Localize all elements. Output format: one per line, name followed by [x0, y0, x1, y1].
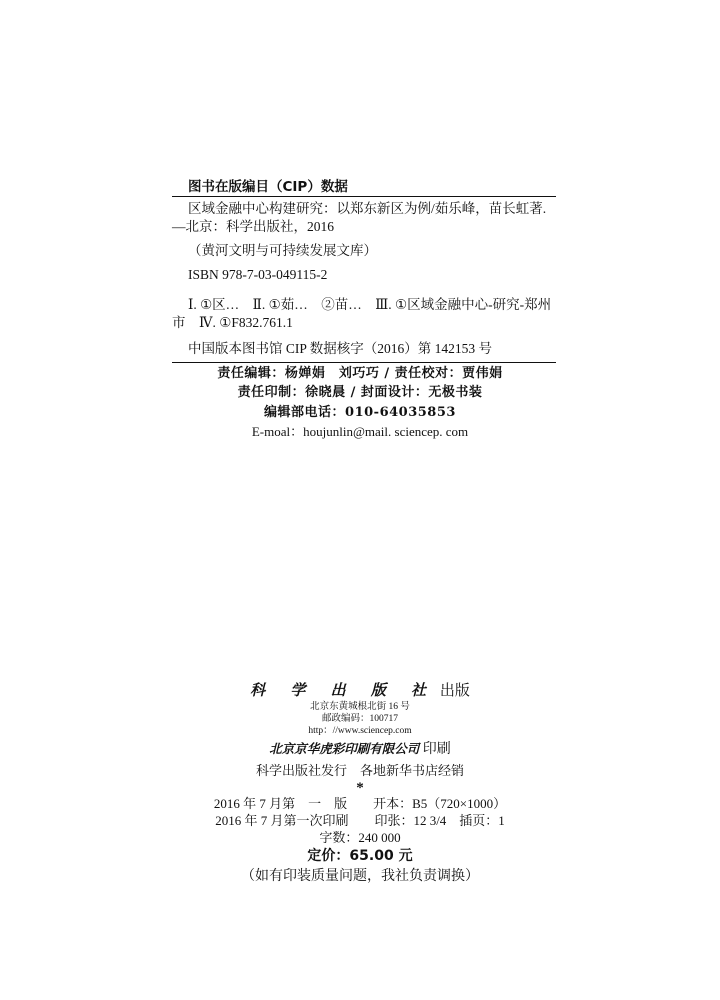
- cip-isbn: ISBN 978-7-03-049115-2: [188, 267, 328, 282]
- edition-text: 2016 年 7 月第 一 版 开本：B5（720×1000）: [213, 796, 507, 811]
- printer-line: [160, 739, 560, 760]
- edition-line: [160, 795, 560, 812]
- publisher-block: [160, 680, 560, 887]
- printer-name: 北京京华虎彩印刷有限公司: [269, 741, 420, 756]
- publisher-name-line: [160, 680, 560, 701]
- cip-top-rule: [172, 196, 556, 197]
- phone-line: [160, 402, 560, 422]
- cip-number: 中国版本图书馆 CIP 数据核字（2016）第 142153 号: [188, 341, 493, 356]
- cip-entry: 区域金融中心构建研究：以郑东新区为例/茹乐峰，苗长虹著. —北京：科学出版社，2016: [172, 201, 547, 234]
- cip-series: （黄河文明与可持续发展文库）: [188, 243, 377, 258]
- credits-block: [160, 364, 560, 441]
- publisher-website: http：//www.sciencep.com: [308, 726, 412, 736]
- cip-data-block: [172, 178, 556, 363]
- publisher-postcode: 邮政编码：100717: [321, 714, 398, 724]
- phone-text: 编辑部电话：010-64035853: [264, 405, 456, 420]
- word-count: 字数：240 000: [319, 830, 401, 845]
- printing-line: [160, 812, 560, 829]
- editors-line: 责任编辑：杨婵娟 刘巧巧 / 责任校对：贾伟娟: [217, 366, 503, 381]
- cip-classification: Ⅰ. ①区… Ⅱ. ①茹… ②苗… Ⅲ. ①区域金融中心-研究-郑州市 Ⅳ. ①F832.761.1: [172, 297, 552, 330]
- publisher-address: 北京东黄城根北街 16 号: [310, 702, 410, 712]
- printer-suffix: 印刷: [422, 742, 451, 757]
- printing-text: 2016 年 7 月第一次印刷 印张：12 3/4 插页：1: [215, 813, 505, 828]
- price: 定价：65.00 元: [307, 848, 413, 864]
- quality-note: （如有印装质量问题，我社负责调换）: [241, 869, 479, 884]
- email-line: E-moal：houjunlin@mail. sciencep. com: [251, 424, 469, 439]
- cip-title: 图书在版编目（CIP）数据: [188, 179, 348, 195]
- cip-body: [172, 200, 556, 358]
- distribution-line: 科学出版社发行 各地新华书店经销: [255, 763, 464, 778]
- publisher-suffix: 出版: [439, 683, 470, 699]
- separator-star: *: [356, 780, 364, 796]
- print-design-line: 责任印制：徐晓晨 / 封面设计：无极书装: [237, 385, 483, 400]
- cip-bottom-rule: [172, 362, 556, 363]
- publisher-name: 科 学 出 版 社: [250, 681, 437, 699]
